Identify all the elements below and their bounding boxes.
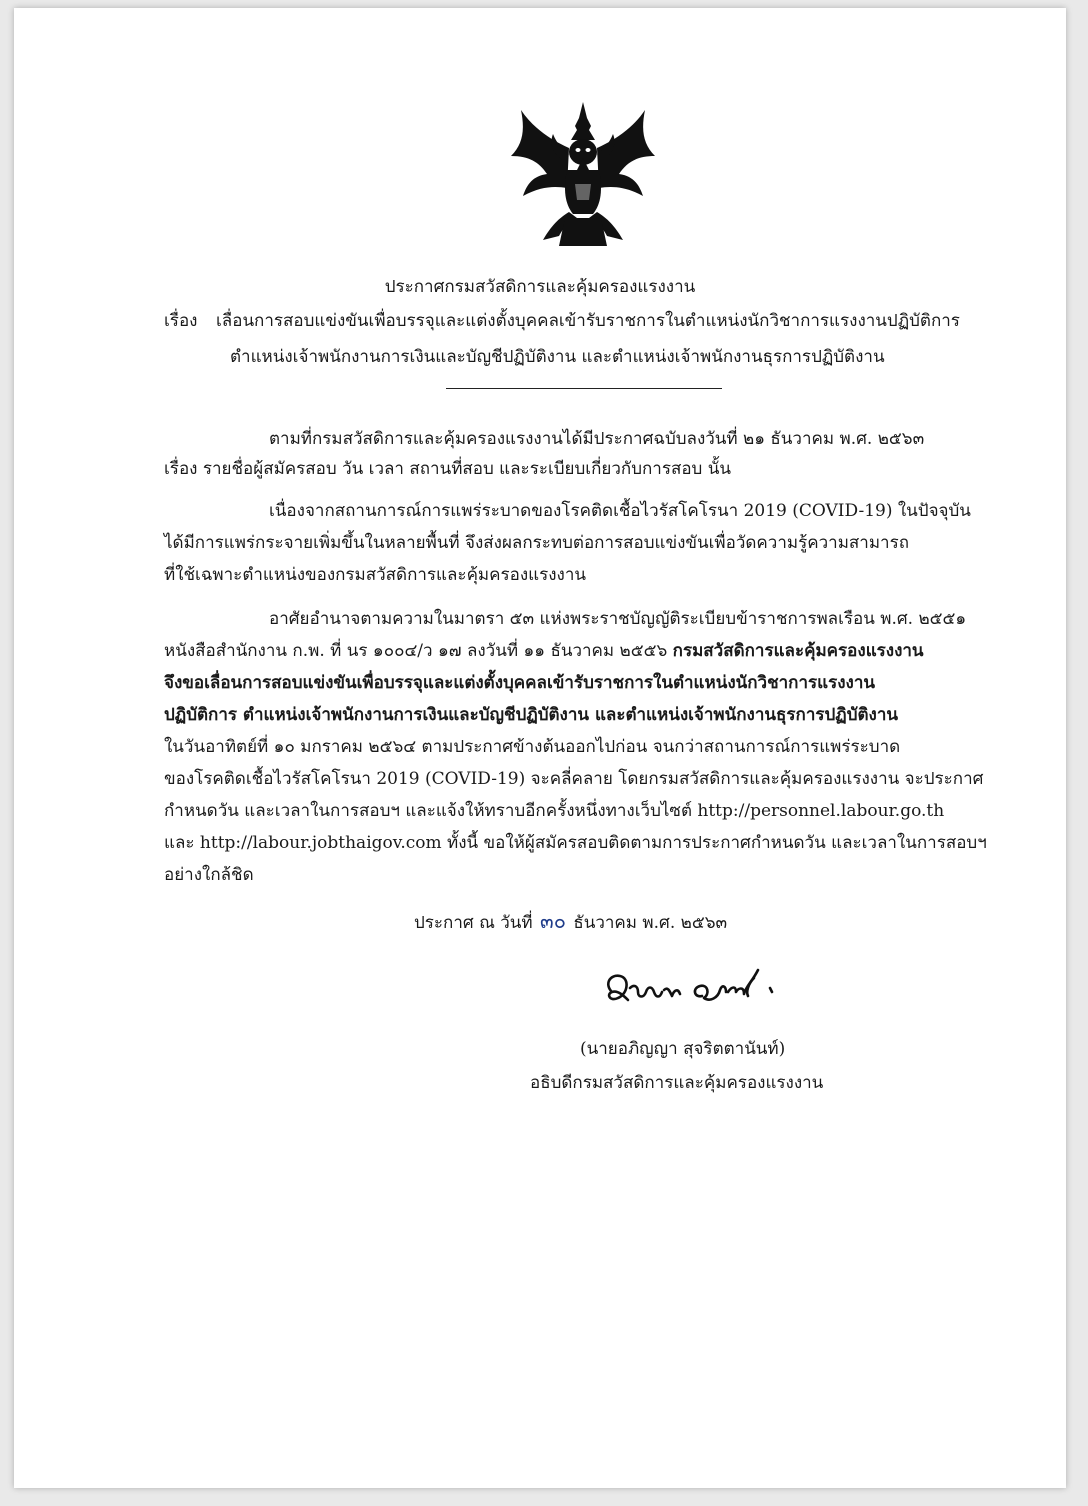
paragraph-3-line-1: อาศัยอำนาจตามความในมาตรา ๕๓ แห่งพระราชบัญญัติระเบียบข้าราชการพลเรือน พ.ศ. ๒๕๕๑ (269, 609, 967, 629)
paragraph-2-line-2: ได้มีการแพร่กระจายเพิ่มขึ้นในหลายพื้นที่ จึงส่งผลกระทบต่อการสอบแข่งขันเพื่อวัดความรู้ความสามารถ (164, 533, 910, 553)
document-title: ประกาศกรมสวัสดิการและคุ้มครองแรงงาน (384, 277, 696, 297)
announcement-suffix: ธันวาคม พ.ศ. ๒๕๖๓ (573, 913, 728, 933)
paragraph-3-line-4: ปฏิบัติการ ตำแหน่งเจ้าพนักงานการเงินและบัญชีปฏิบัติงาน และตำแหน่งเจ้าพนักงานธุรการปฏิบัติงาน (164, 705, 899, 725)
handwritten-signature (598, 958, 798, 1018)
announcement-day: ๓๐ (540, 909, 566, 933)
announcement-prefix: ประกาศ ณ วันที่ (414, 913, 533, 933)
signer-name: (นายอภิญญา สุจริตตานันท์) (580, 1039, 786, 1059)
paragraph-3-line-8: และ http://labour.jobthaigov.com ทั้งนี้ ขอให้ผู้สมัครสอบติดตามการประกาศกำหนดวัน และเวลาในการสอบฯ (164, 833, 987, 853)
paragraph-3-line-2-bold: กรมสวัสดิการและคุ้มครองแรงงาน (672, 641, 924, 661)
subject-line-2: ตำแหน่งเจ้าพนักงานการเงินและบัญชีปฏิบัติงาน และตำแหน่งเจ้าพนักงานธุรการปฏิบัติงาน (230, 347, 885, 367)
paragraph-3-line-6: ของโรคติดเชื้อไวรัสโคโรนา 2019 (COVID-19) จะคลี่คลาย โดยกรมสวัสดิการและคุ้มครองแรงงาน จะประกาศ (164, 769, 984, 789)
paragraph-3-line-9: อย่างใกล้ชิด (164, 865, 254, 885)
paragraph-3-line-2-normal: หนังสือสำนักงาน ก.พ. ที่ นร ๑๐๐๔/ว ๑๗ ลงวันที่ ๑๑ ธันวาคม ๒๕๕๖ (164, 641, 668, 661)
paragraph-2-line-3: ที่ใช้เฉพาะตำแหน่งของกรมสวัสดิการและคุ้มครองแรงงาน (164, 565, 587, 585)
paragraph-1-line-1: ตามที่กรมสวัสดิการและคุ้มครองแรงงานได้มีประกาศฉบับลงวันที่ ๒๑ ธันวาคม พ.ศ. ๒๕๖๓ (269, 429, 925, 449)
subject-label: เรื่อง (164, 311, 198, 331)
paragraph-3-line-5: ในวันอาทิตย์ที่ ๑๐ มกราคม ๒๕๖๔ ตามประกาศข้างต้นออกไปก่อน จนกว่าสถานการณ์การแพร่ระบาด (164, 737, 901, 757)
garuda-emblem-icon (503, 100, 663, 250)
paragraph-1-line-2: เรื่อง รายชื่อผู้สมัครสอบ วัน เวลา สถานที่สอบ และระเบียบเกี่ยวกับการสอบ นั้น (164, 459, 731, 479)
signer-title: อธิบดีกรมสวัสดิการและคุ้มครองแรงงาน (530, 1073, 824, 1093)
paragraph-3-line-7: กำหนดวัน และเวลาในการสอบฯ และแจ้งให้ทราบอีกครั้งหนึ่งทางเว็บไซต์ http://personnel.labour.go.th (164, 801, 945, 821)
paragraph-2-line-1: เนื่องจากสถานการณ์การแพร่ระบาดของโรคติดเชื้อไวรัสโคโรนา 2019 (COVID-19) ในปัจจุบัน (269, 501, 971, 521)
header-divider (446, 388, 722, 389)
paragraph-3-line-3: จึงขอเลื่อนการสอบแข่งขันเพื่อบรรจุและแต่งตั้งบุคคลเข้ารับราชการในตำแหน่งนักวิชาการแรงงาน (164, 673, 876, 693)
announcement-date (414, 910, 727, 934)
paragraph-3-line-2 (164, 640, 924, 662)
subject-line-1: เลื่อนการสอบแข่งขันเพื่อบรรจุและแต่งตั้งบุคคลเข้ารับราชการในตำแหน่งนักวิชาการแรงงานปฏิบัติการ (216, 311, 960, 331)
document-page (14, 8, 1066, 1488)
